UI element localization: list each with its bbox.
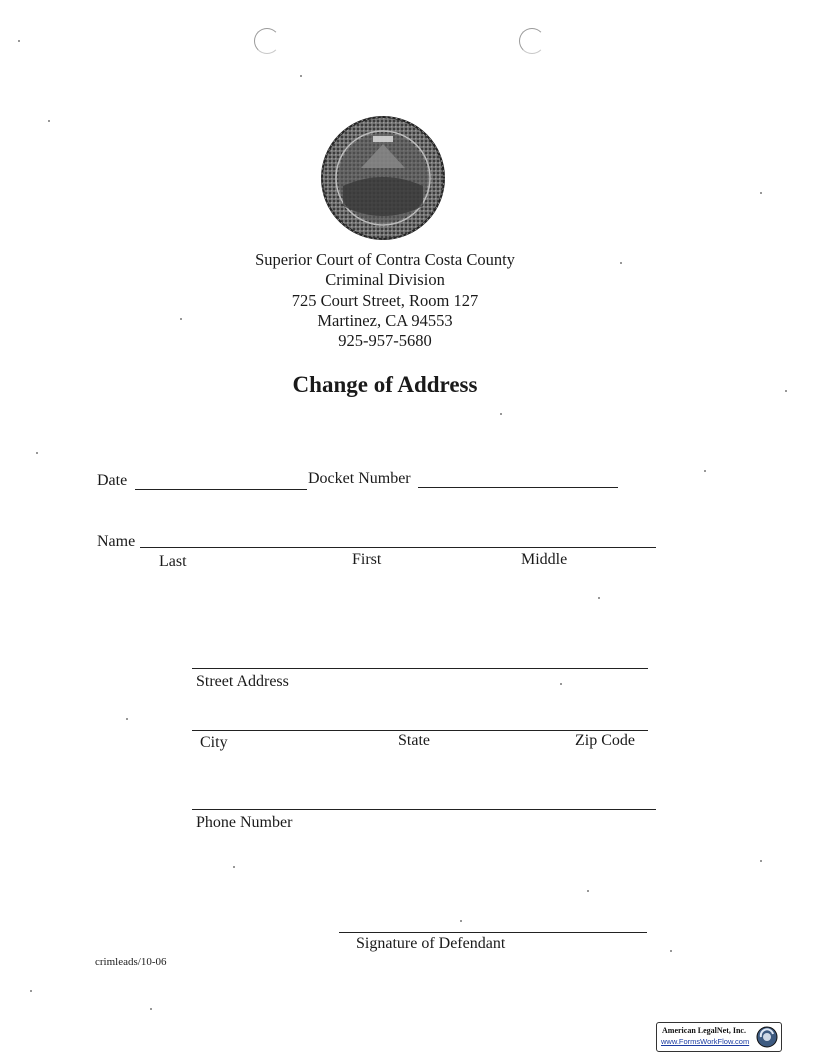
docket-number-field-line[interactable] [418, 487, 618, 488]
form-code: crimleads/10-06 [95, 956, 167, 968]
scan-speck [500, 413, 502, 415]
globe-icon [756, 1026, 778, 1048]
scan-speck [48, 120, 50, 122]
middle-name-label: Middle [521, 551, 568, 568]
date-label: Date [97, 472, 128, 489]
publisher-url-link[interactable]: www.FormsWorkFlow.com [661, 1037, 750, 1046]
court-phone: 925-957-5680 [338, 331, 432, 351]
scan-speck [670, 950, 672, 952]
scan-speck [760, 860, 762, 862]
scan-speck [300, 75, 302, 77]
scan-speck [560, 683, 562, 685]
scan-speck [18, 40, 20, 42]
court-street: 725 Court Street, Room 127 [291, 290, 479, 310]
scan-speck [587, 890, 589, 892]
scan-speck [233, 866, 235, 868]
first-name-label: First [352, 551, 382, 568]
signature-field-line[interactable] [339, 932, 647, 933]
publisher-name: American LegalNet, Inc. [662, 1026, 746, 1035]
street-address-label: Street Address [196, 673, 289, 690]
court-city-state-zip: Martinez, CA 94553 [317, 310, 453, 330]
punch-hole-right [519, 28, 545, 54]
division-name: Criminal Division [325, 270, 445, 290]
court-address-block [200, 250, 570, 351]
last-name-label: Last [159, 553, 187, 570]
punch-hole-left [254, 28, 280, 54]
scan-speck [760, 192, 762, 194]
scan-speck [180, 318, 182, 320]
name-label: Name [97, 533, 136, 550]
phone-number-label: Phone Number [196, 814, 293, 831]
state-label: State [398, 732, 430, 749]
date-field-line[interactable] [135, 489, 307, 490]
street-address-field-line[interactable] [192, 668, 648, 669]
publisher-badge[interactable] [656, 1022, 782, 1052]
scan-speck [30, 990, 32, 992]
scan-speck [150, 1008, 152, 1010]
form-title: Change of Address [292, 372, 478, 397]
scan-speck [36, 452, 38, 454]
phone-number-field-line[interactable] [192, 809, 656, 810]
signature-label: Signature of Defendant [356, 935, 506, 952]
zip-code-label: Zip Code [575, 732, 635, 749]
name-field-line[interactable] [140, 547, 656, 548]
city-state-zip-field-line[interactable] [192, 730, 648, 731]
city-label: City [200, 734, 228, 751]
scan-speck [704, 470, 706, 472]
scan-speck [785, 390, 787, 392]
scan-speck [598, 597, 600, 599]
scan-speck [460, 920, 462, 922]
docket-number-label: Docket Number [308, 470, 411, 487]
county-seal-icon [321, 116, 445, 240]
scan-speck [126, 718, 128, 720]
court-name: Superior Court of Contra Costa County [255, 250, 515, 269]
scan-speck [620, 262, 622, 264]
